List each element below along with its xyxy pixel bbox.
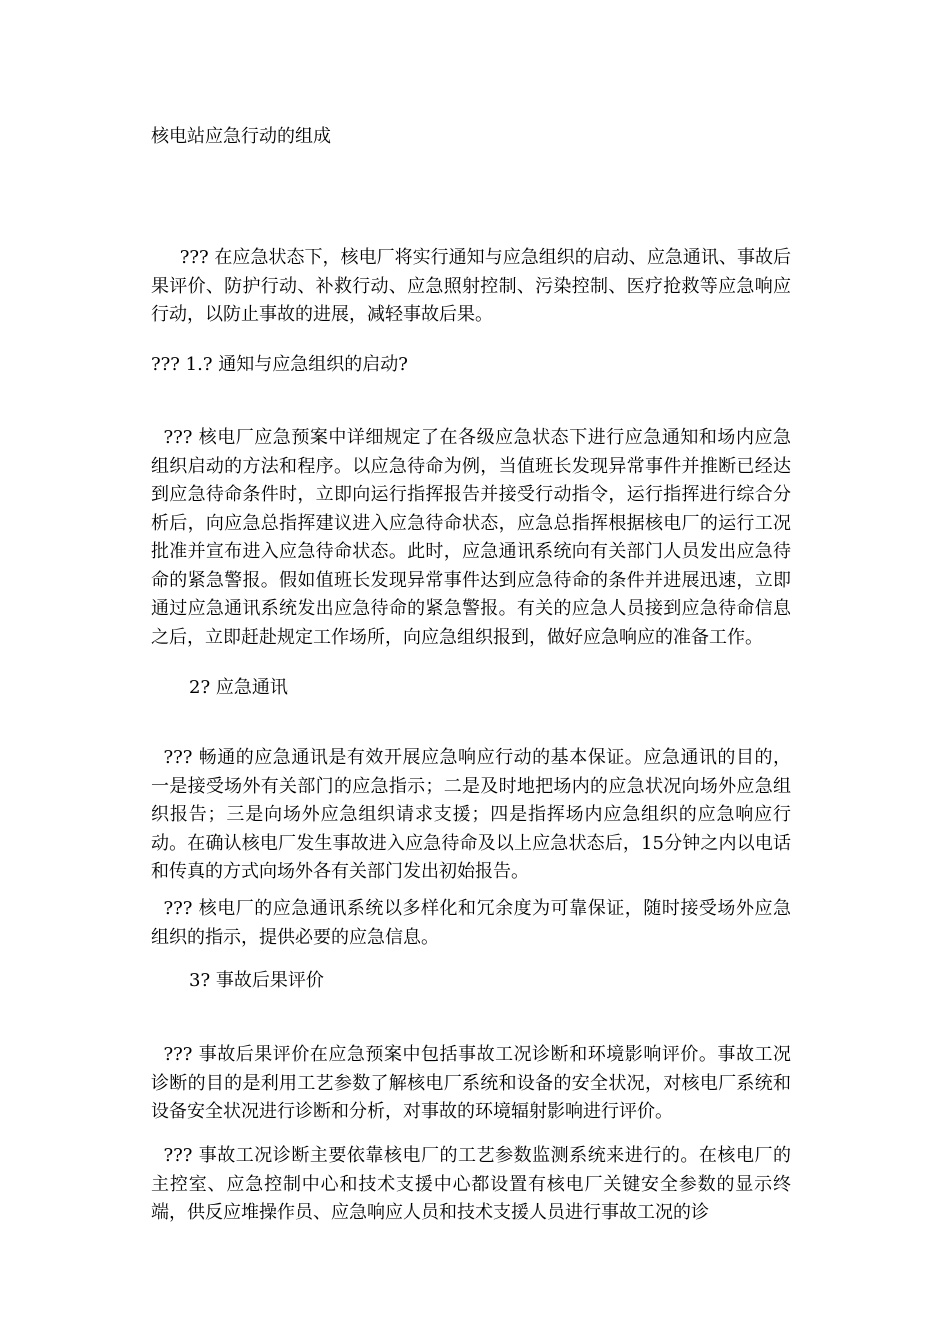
section-heading-1: ??? 1.? 通知与应急组织的启动? xyxy=(151,354,408,375)
paragraph-section-1: ??? 核电厂应急预案中详细规定了在各级应急状态下进行应急通知和场内应急组织启动的方法和程序。以应急待命为例，当值班长发现异常事件并推断已经达到应急待命条件时，立即向运行指挥报告并接受行动指令，运行指挥进行综合分析后，向应急总指挥建议进入应急待命状态，应急总指挥根据核电厂的运行工况批准并宣布进入应急待命状态。此时，应急通讯系统向有关部门人员发出应急待命的紧急警报。假如值班长发现异常事件达到应急待命的条件并进展迅速，立即通过应急通讯系统发出应急待命的紧急警报。有关的应急人员接到应急待命信息之后，立即赶赴规定工作场所，向应急组织报到，做好应急响应的准备工作。 xyxy=(151,427,791,648)
paragraph-intro: ??? 在应急状态下，核电厂将实行通知与应急组织的启动、应急通讯、事故后果评价、防护行动、补救行动、应急照射控制、污染控制、医疗抢救等应急响应行动，以防止事故的进展，减轻事故后果。 xyxy=(151,247,792,325)
paragraph-section-3a: ??? 事故后果评价在应急预案中包括事故工况诊断和环境影响评价。事故工况诊断的目的是利用工艺参数了解核电厂系统和设备的安全状况，对核电厂系统和设备安全状况进行诊断和分析，对事故的环境辐射影响进行评价。 xyxy=(151,1044,791,1122)
section-heading-2: 2? 应急通讯 xyxy=(189,677,288,698)
section-heading-3: 3? 事故后果评价 xyxy=(189,970,324,991)
document-title: 核电站应急行动的组成 xyxy=(151,126,331,147)
paragraph-section-2a: ??? 畅通的应急通讯是有效开展应急响应行动的基本保证。应急通讯的目的，一是接受场外有关部门的应急指示；二是及时地把场内的应急状况向场外应急组织报告；三是向场外应急组织请求支援；四是指挥场内应急组织的应急响应行动。在确认核电厂发生事故进入应急待命及以上应急状态后，15分钟之内以电话和传真的方式向场外各有关部门发出初始报告。 xyxy=(151,747,791,882)
paragraph-section-2b: ??? 核电厂的应急通讯系统以多样化和冗余度为可靠保证，随时接受场外应急组织的指示，提供必要的应急信息。 xyxy=(151,898,791,948)
paragraph-section-3b: ??? 事故工况诊断主要依靠核电厂的工艺参数监测系统来进行的。在核电厂的主控室、应急控制中心和技术支援中心都设置有核电厂关键安全参数的显示终端，供反应堆操作员、应急响应人员和技术支援人员进行事故工况的诊 xyxy=(151,1145,791,1223)
